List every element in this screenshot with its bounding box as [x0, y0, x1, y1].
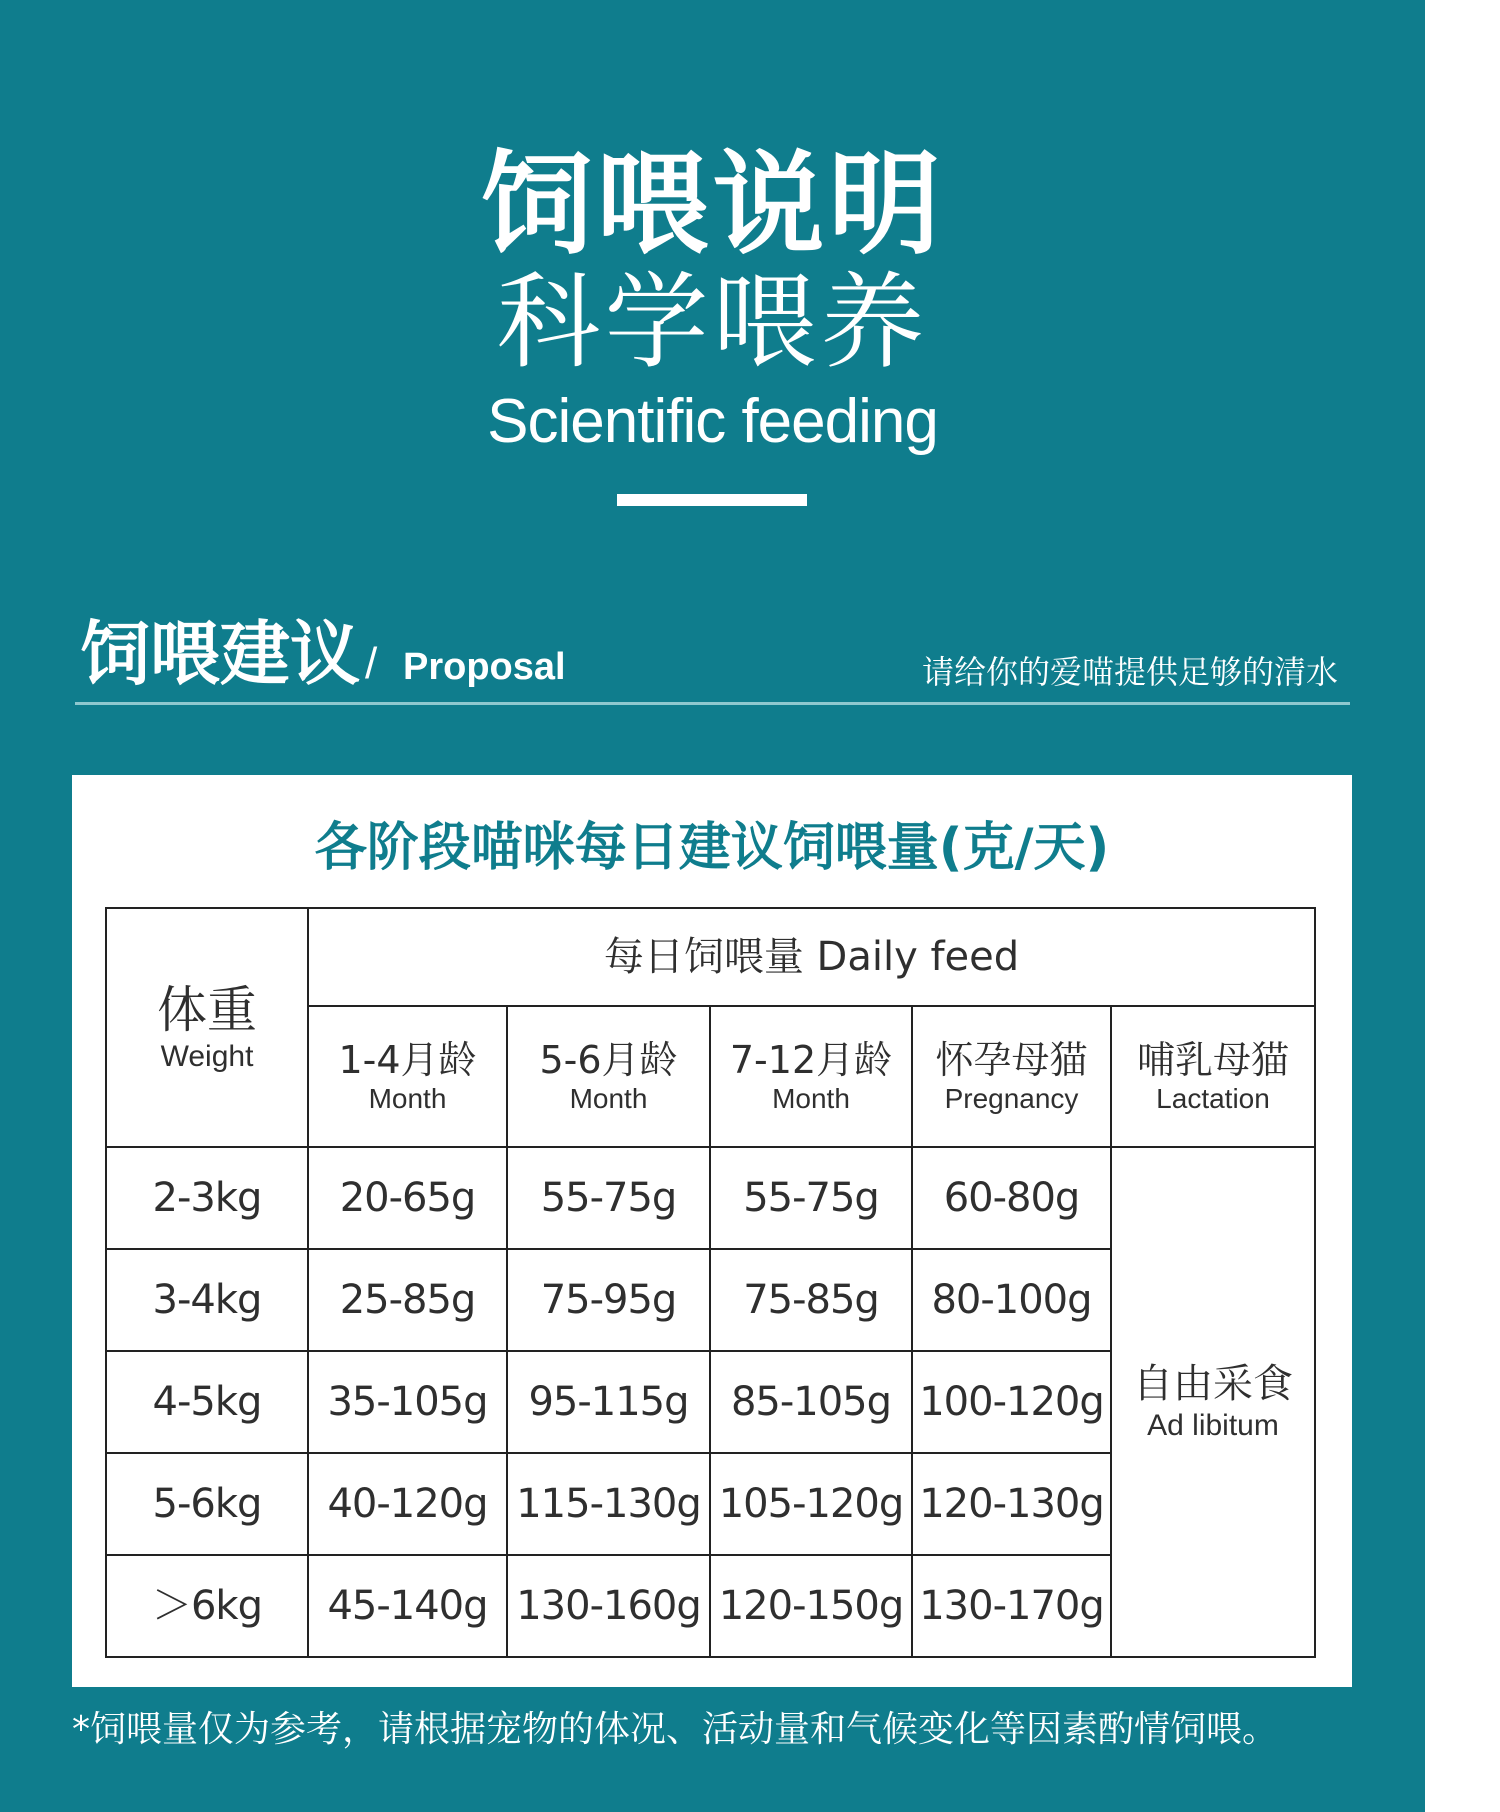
- feed-cell: 95-115g: [507, 1351, 710, 1453]
- weight-header-zh: 体重: [157, 980, 257, 1039]
- table-row: [106, 1147, 1315, 1249]
- column-header-zh: 5-6月龄: [539, 1037, 678, 1082]
- column-header-en: Month: [772, 1082, 850, 1114]
- ad-libitum-zh: 自由采食: [1133, 1361, 1293, 1407]
- footnote: *饲喂量仅为参考，请根据宠物的体况、活动量和气候变化等因素酌情饲喂。: [72, 1709, 1279, 1750]
- section-header: [75, 614, 1350, 704]
- feed-cell: 100-120g: [912, 1351, 1111, 1453]
- section-slash: /: [365, 639, 378, 688]
- column-header-en: Lactation: [1156, 1082, 1270, 1114]
- weight-cell: ＞6kg: [106, 1555, 308, 1657]
- lactation-cell: [1111, 1147, 1315, 1657]
- water-note: 请给你的爱喵提供足够的清水: [921, 653, 1338, 691]
- hero-subtitle-en: Scientific feeding: [487, 387, 938, 456]
- feed-cell: 35-105g: [308, 1351, 507, 1453]
- feed-cell: 25-85g: [308, 1249, 507, 1351]
- feed-cell: 45-140g: [308, 1555, 507, 1657]
- feed-cell: 130-160g: [507, 1555, 710, 1657]
- column-header: [308, 1006, 507, 1147]
- feed-cell: 120-150g: [710, 1555, 912, 1657]
- feeding-table: [105, 907, 1316, 1658]
- section-title-en: Proposal: [403, 646, 566, 688]
- column-header: [507, 1006, 710, 1147]
- section-title: 饲喂建议: [80, 613, 360, 695]
- feed-cell: 80-100g: [912, 1249, 1111, 1351]
- weight-cell: 5-6kg: [106, 1453, 308, 1555]
- table-header-row: [106, 908, 1315, 1006]
- column-header-en: Pregnancy: [944, 1082, 1079, 1114]
- daily-feed-header: 每日饲喂量 Daily feed: [308, 908, 1315, 1006]
- feeding-table-card: [72, 775, 1352, 1687]
- column-header-en: Month: [368, 1082, 447, 1114]
- hero-divider: [617, 494, 807, 506]
- weight-cell: 3-4kg: [106, 1249, 308, 1351]
- hero-title: 饲喂说明: [480, 140, 945, 270]
- column-header-en: Month: [569, 1082, 648, 1114]
- table-title: 各阶段喵咪每日建议饲喂量(克/天): [314, 818, 1110, 878]
- feed-cell: 75-95g: [507, 1249, 710, 1351]
- weight-cell: 4-5kg: [106, 1351, 308, 1453]
- column-header-zh: 怀孕母猫: [935, 1037, 1088, 1082]
- feed-cell: 40-120g: [308, 1453, 507, 1555]
- feed-cell: 120-130g: [912, 1453, 1111, 1555]
- feed-cell: 20-65g: [308, 1147, 507, 1249]
- column-header-zh: 7-12月龄: [729, 1037, 893, 1082]
- weight-header: [106, 908, 308, 1147]
- feed-cell: 55-75g: [507, 1147, 710, 1249]
- feed-cell: 60-80g: [912, 1147, 1111, 1249]
- feed-cell: 55-75g: [710, 1147, 912, 1249]
- column-header: [912, 1006, 1111, 1147]
- feed-cell: 105-120g: [710, 1453, 912, 1555]
- column-header: [710, 1006, 912, 1147]
- column-header-zh: 哺乳母猫: [1136, 1037, 1289, 1082]
- column-header-zh: 1-4月龄: [338, 1037, 477, 1082]
- hero-subtitle: 科学喂养: [496, 261, 929, 383]
- feed-cell: 85-105g: [710, 1351, 912, 1453]
- section-underline: [75, 702, 1350, 705]
- feed-cell: 75-85g: [710, 1249, 912, 1351]
- column-header: [1111, 1006, 1315, 1147]
- feed-cell: 115-130g: [507, 1453, 710, 1555]
- feed-cell: 130-170g: [912, 1555, 1111, 1657]
- weight-cell: 2-3kg: [106, 1147, 308, 1249]
- weight-header-en: Weight: [160, 1039, 254, 1073]
- ad-libitum-en: Ad libitum: [1147, 1409, 1279, 1442]
